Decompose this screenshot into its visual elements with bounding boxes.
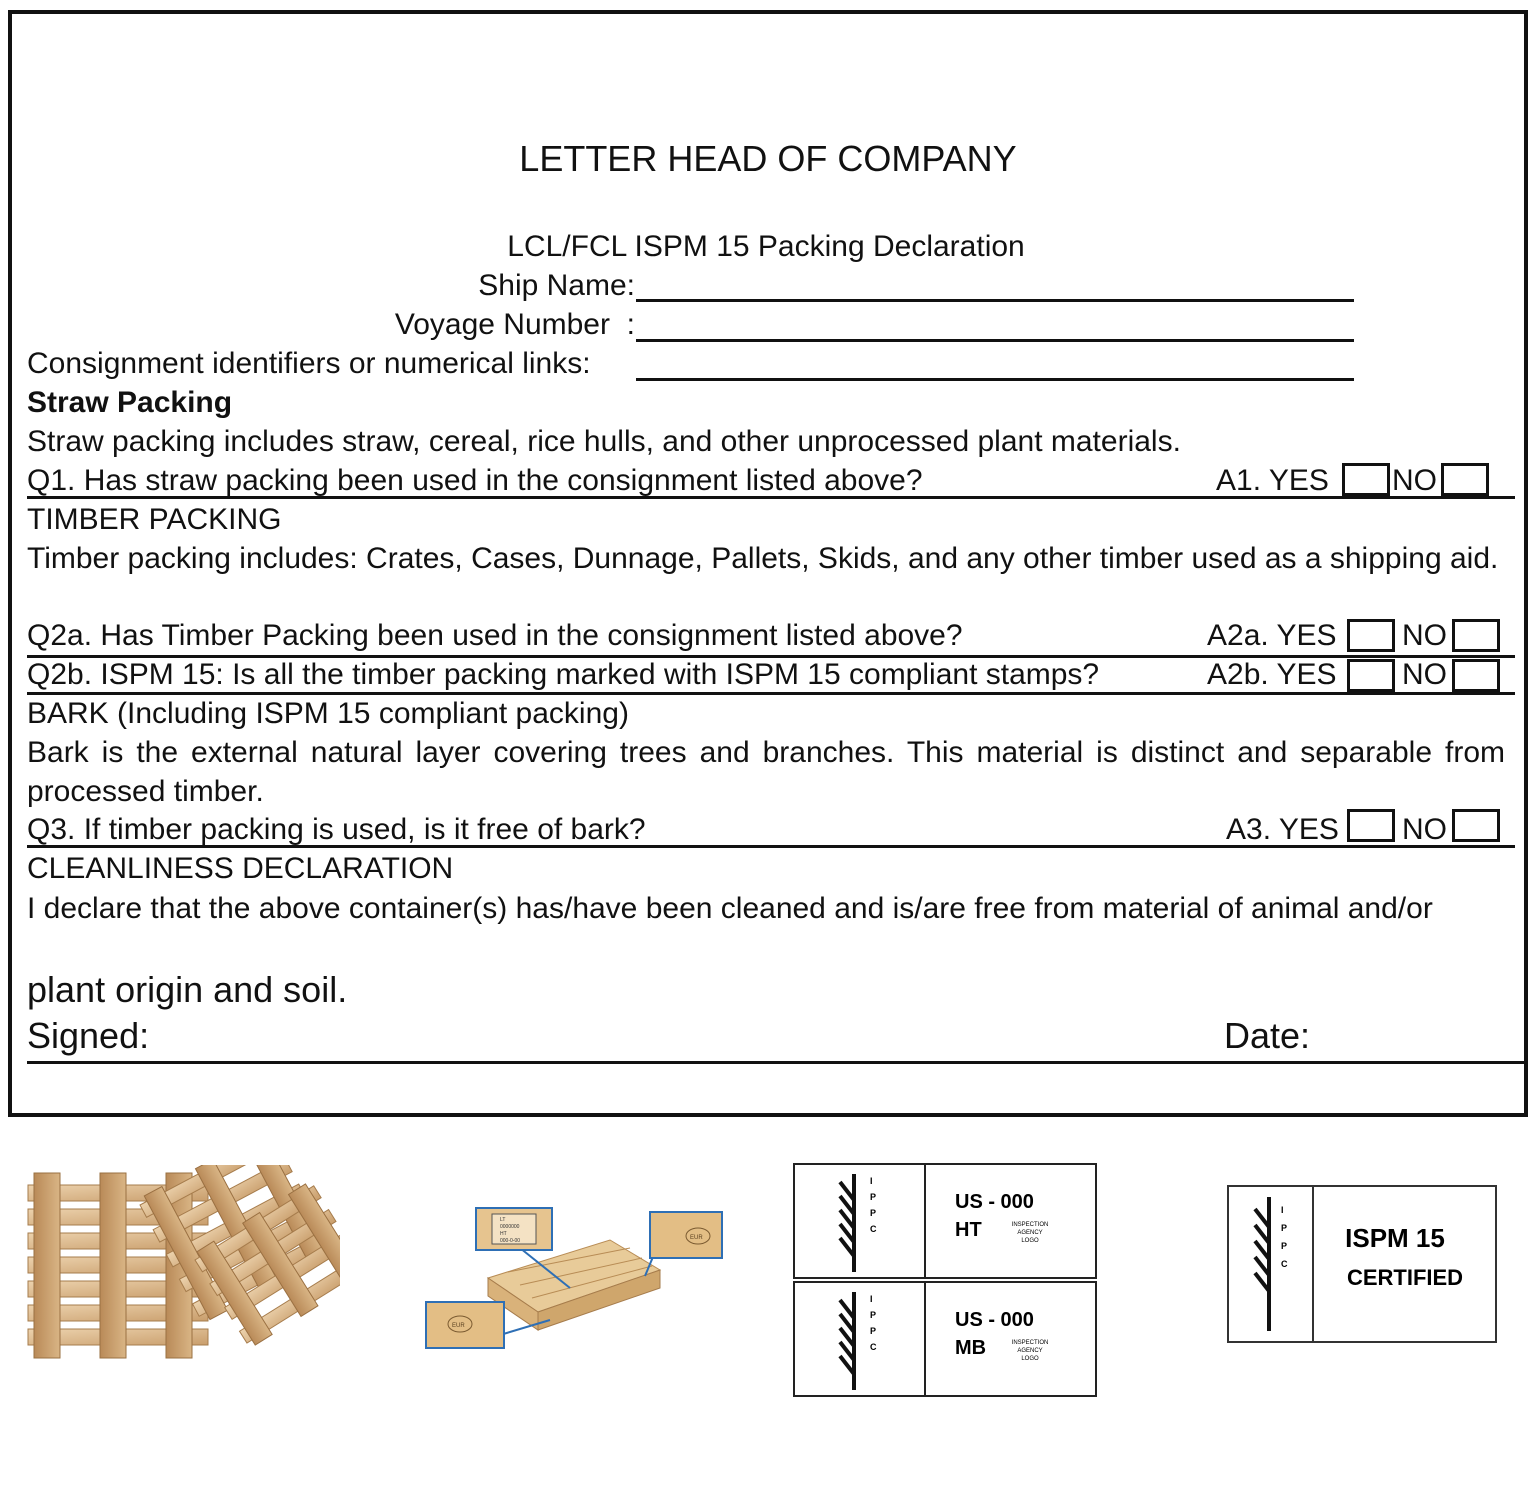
bark-description: Bark is the external natural layer covering trees and branches. This material is distinct and separable from processed timber.: [27, 736, 1505, 808]
svg-text:LT: LT: [500, 1217, 506, 1223]
a3-yes-checkbox[interactable]: [1347, 809, 1395, 842]
cleanliness-heading: CLEANLINESS DECLARATION: [27, 852, 454, 885]
a3-no-checkbox[interactable]: [1452, 809, 1500, 842]
svg-text:US - 000: US - 000: [955, 1309, 1034, 1331]
svg-text:P: P: [870, 1208, 877, 1218]
a2a-no-label: NO: [1402, 619, 1447, 652]
date-label: Date:: [1224, 1015, 1311, 1056]
ippc-stamp-ht: [794, 1164, 1096, 1278]
svg-text:P: P: [870, 1192, 877, 1202]
consignment-label: Consignment identifiers or numerical links:: [27, 347, 591, 380]
svg-text:ISPM 15: ISPM 15: [1345, 1223, 1445, 1253]
a2a-no-checkbox[interactable]: [1452, 619, 1500, 652]
ship-name-field[interactable]: [636, 299, 1354, 302]
svg-text:AGENCY: AGENCY: [1017, 1230, 1043, 1236]
stamp-callout: [476, 1208, 552, 1250]
voyage-number-field[interactable]: [636, 339, 1354, 342]
timber-heading: TIMBER PACKING: [27, 503, 282, 536]
pallet: [488, 1240, 660, 1330]
q2a-question: Q2a. Has Timber Packing been used in the consignment listed above?: [27, 619, 963, 652]
epal-block-callout: [426, 1302, 504, 1348]
svg-text:MB: MB: [955, 1337, 987, 1359]
a1-yes-checkbox[interactable]: [1342, 463, 1390, 496]
svg-text:INSPECTION: INSPECTION: [1011, 1222, 1049, 1228]
voyage-number-label: Voyage Number :: [394, 308, 635, 341]
svg-text:P: P: [1281, 1241, 1288, 1251]
svg-text:0000000: 0000000: [500, 1224, 520, 1230]
a2b-yes-checkbox[interactable]: [1347, 659, 1395, 692]
divider: [27, 692, 1515, 695]
svg-text:C: C: [1281, 1259, 1288, 1269]
a3-yes-label: A3. YES: [1226, 813, 1339, 846]
svg-text:C: C: [870, 1224, 877, 1234]
a3-no-label: NO: [1402, 813, 1447, 846]
signed-label: Signed:: [27, 1015, 150, 1056]
svg-text:CERTIFIED: CERTIFIED: [1346, 1265, 1464, 1290]
ispm15-certified-stamp: [1225, 1183, 1501, 1347]
ship-name-label: Ship Name:: [478, 269, 635, 302]
a1-yes-label: A1. YES: [1216, 464, 1329, 497]
svg-text:INSPECTION: INSPECTION: [1011, 1340, 1049, 1346]
straw-heading: Straw Packing: [27, 386, 233, 419]
svg-text:000-0-00: 000-0-00: [500, 1238, 521, 1244]
svg-text:LOGO: LOGO: [1021, 1356, 1039, 1362]
svg-text:EUR: EUR: [690, 1235, 703, 1241]
a2b-no-label: NO: [1402, 658, 1447, 691]
pallet-stack-image: [20, 1165, 340, 1385]
svg-text:US - 000: US - 000: [955, 1191, 1034, 1213]
svg-text:HT: HT: [955, 1219, 982, 1241]
q1-question: Q1. Has straw packing been used in the consignment listed above?: [27, 464, 923, 497]
timber-description: Timber packing includes: Crates, Cases, Dunnage, Pallets, Skids, and any other timber used as a shipping aid.: [27, 542, 1499, 575]
straw-description: Straw packing includes straw, cereal, rice hulls, and other unprocessed plant materials.: [27, 425, 1181, 458]
ippc-stamps-image: [790, 1160, 1100, 1400]
svg-text:C: C: [870, 1342, 877, 1352]
cleanliness-description: I declare that the above container(s) has/have been cleaned and is/are free from material of animal and/or: [27, 892, 1433, 925]
svg-text:HT: HT: [500, 1231, 507, 1237]
q2b-question: Q2b. ISPM 15: Is all the timber packing marked with ISPM 15 compliant stamps?: [27, 658, 1100, 691]
a1-no-checkbox[interactable]: [1441, 463, 1489, 496]
ippc-stamp-mb: [794, 1282, 1096, 1396]
svg-text:P: P: [1281, 1223, 1288, 1233]
signature-line[interactable]: [27, 1061, 1524, 1064]
a2a-yes-label: A2a. YES: [1207, 619, 1337, 652]
cleanliness-continuation: plant origin and soil.: [27, 969, 348, 1010]
svg-text:LOGO: LOGO: [1021, 1238, 1039, 1244]
bark-heading: BARK (Including ISPM 15 compliant packing): [27, 697, 629, 730]
q3-question: Q3. If timber packing is used, is it free of bark?: [27, 813, 646, 846]
eur-block-callout: [650, 1212, 722, 1258]
form-title: LCL/FCL ISPM 15 Packing Declaration: [507, 230, 1025, 263]
a1-no-label: NO: [1392, 464, 1437, 497]
divider: [27, 845, 1515, 848]
a2a-yes-checkbox[interactable]: [1347, 619, 1395, 652]
svg-text:AGENCY: AGENCY: [1017, 1348, 1043, 1354]
svg-text:P: P: [870, 1326, 877, 1336]
svg-text:I: I: [870, 1176, 873, 1186]
letterhead-title: LETTER HEAD OF COMPANY: [519, 138, 1017, 179]
svg-text:P: P: [870, 1310, 877, 1320]
svg-text:I: I: [1281, 1205, 1284, 1215]
marked-pallet-image: [420, 1200, 730, 1360]
a2b-no-checkbox[interactable]: [1452, 659, 1500, 692]
a2b-yes-label: A2b. YES: [1207, 658, 1337, 691]
consignment-field[interactable]: [636, 378, 1354, 381]
svg-text:EUR: EUR: [452, 1323, 465, 1329]
svg-text:I: I: [870, 1294, 873, 1304]
divider: [27, 496, 1515, 499]
